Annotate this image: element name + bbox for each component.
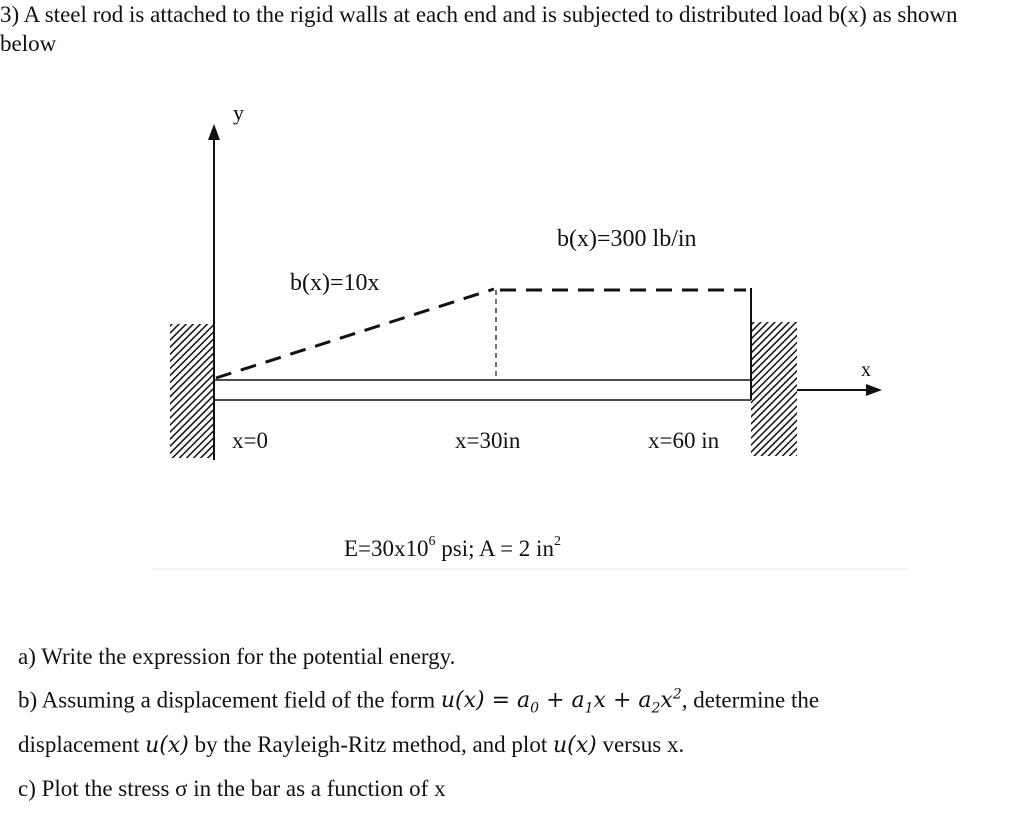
position-x60-label: x=60 in	[648, 428, 720, 453]
load-ramp-label: b(x)=10x	[290, 270, 380, 296]
material-properties: $E=30x10^6$ psi; A = 2 $in^2$	[344, 534, 561, 561]
right-wall	[751, 322, 797, 456]
x-axis-arrow-icon	[866, 384, 882, 396]
question-b-line2: displacement u(x) by the Rayleigh-Ritz method, and plot u(x) versus x.	[18, 732, 685, 758]
problem-statement: 3) A steel rod is attached to the rigid walls at each end and is subjected to distributed load b(x) as shown below	[0, 2, 958, 56]
displacement-field-formula: $u(x) = a_0 + a_1x + a_2x^2$	[440, 687, 682, 717]
left-wall	[170, 324, 214, 458]
load-ramp	[216, 289, 494, 378]
question-c: c) Plot the stress σ in the bar as a function of x	[18, 776, 446, 801]
question-a: a) Write the expression for the potential energy.	[18, 644, 456, 669]
question-b-line1: b) Assuming a displacement field of the form $u(x) = a_0 + a_1x + a_2x^2$, determine the	[18, 687, 820, 717]
position-x0-label: x=0	[232, 428, 268, 453]
x-axis-label: x	[861, 359, 871, 381]
load-uniform-label: b(x)=300 lb/in	[557, 226, 697, 252]
position-x30-label: x=30in	[455, 428, 521, 453]
y-axis-label: y	[233, 100, 244, 125]
y-axis-arrow-icon	[208, 124, 220, 140]
